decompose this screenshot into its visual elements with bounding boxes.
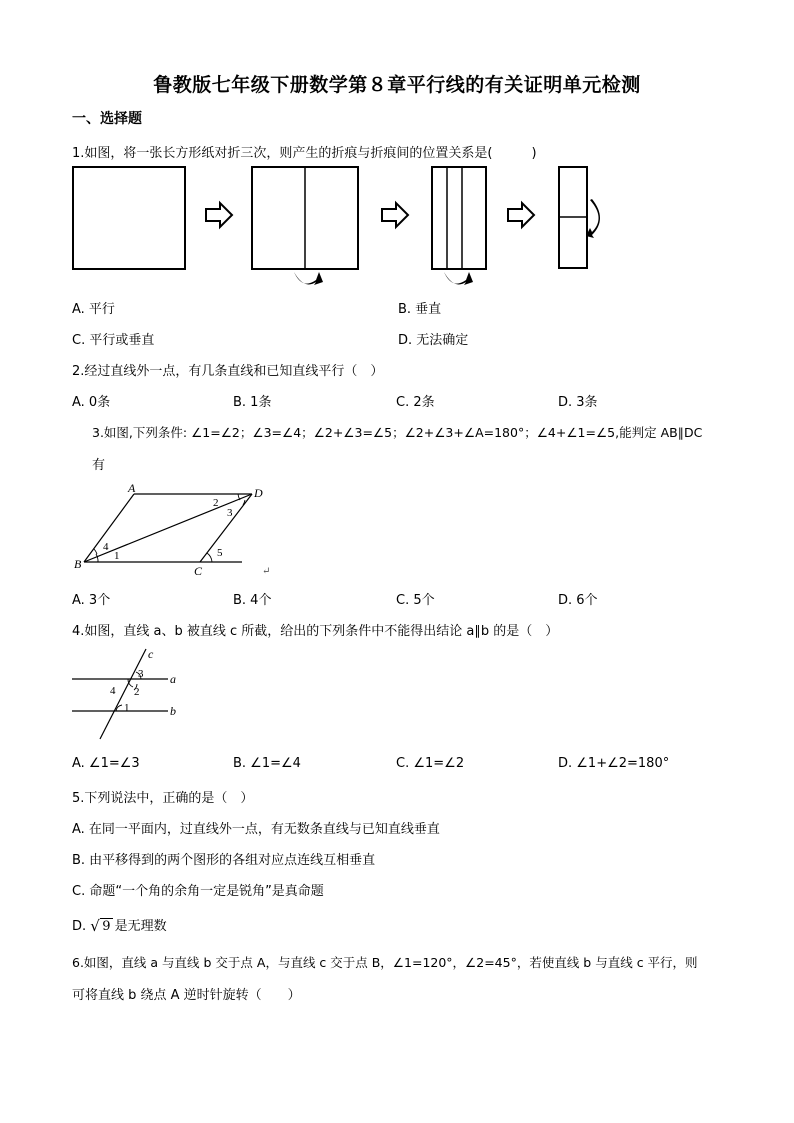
q4-label-angle-3: 3 [138, 668, 144, 680]
q4-option-c[interactable]: C. ∠1=∠2 [396, 756, 465, 771]
q3-option-d[interactable]: D. 6个 [558, 593, 598, 608]
q1-option-d[interactable]: D. 无法确定 [398, 333, 469, 348]
q3-option-c[interactable]: C. 5个 [396, 593, 435, 608]
fold-curl-icon-3 [444, 272, 473, 285]
q2-option-c[interactable]: C. 2条 [396, 395, 435, 410]
q3-label-angle-1: 1 [114, 550, 120, 562]
q1-option-a[interactable]: A. 平行 [72, 302, 115, 317]
q4-label-c: c [148, 647, 154, 661]
q4-label-angle-4: 4 [110, 685, 116, 697]
q3-return-mark: ↵ [262, 566, 271, 577]
q4-option-b[interactable]: B. ∠1=∠4 [233, 756, 301, 771]
q5-option-d[interactable] [72, 915, 167, 934]
arrow-icon-3 [508, 203, 534, 227]
document-title: 鲁教版七年级下册数学第８章平行线的有关证明单元检测 [153, 74, 641, 96]
q4-option-d[interactable]: D. ∠1+∠2=180° [558, 756, 670, 771]
q3-label-angle-4: 4 [103, 541, 109, 553]
q1-option-c[interactable]: C. 平行或垂直 [72, 333, 155, 348]
q3-label-d: D [254, 486, 263, 500]
q4-label-angle-2: 2 [134, 686, 140, 698]
q3-angle-arc-4 [94, 549, 97, 554]
q3-angle-arc-1 [96, 554, 98, 562]
arrow-icon-2 [382, 203, 408, 227]
q5-stem: 5.下列说法中，正确的是（ ） [72, 791, 254, 806]
q3-angle-arc-5 [207, 553, 212, 562]
q2-option-b[interactable]: B. 1条 [233, 395, 272, 410]
q3-label-a: A [128, 481, 136, 495]
q1-folding-figure [60, 160, 620, 295]
fold-curl-icon-2 [294, 272, 323, 285]
q4-label-angle-1: 1 [124, 702, 130, 714]
q4-stem: 4.如图，直线 a、b 被直线 c 所截，给出的下列条件中不能得出结论 a∥b 的是（ ） [72, 624, 559, 639]
q5-option-d-radicand: 9 [102, 919, 111, 934]
q3-label-b: B [74, 557, 82, 571]
q5-option-a[interactable]: A. 在同一平面内，过直线外一点，有无数条直线与已知直线垂直 [72, 822, 440, 837]
q5-option-c[interactable]: C. 命题“一个角的余角一定是锐角”是真命题 [72, 884, 324, 899]
sqrt-symbol: √ 9 [90, 917, 111, 935]
section-heading: 一、选择题 [72, 111, 142, 127]
q4-label-a: a [170, 672, 176, 686]
q3-stem-line1: 3.如图,下列条件: ∠1=∠2；∠3=∠4；∠2+∠3=∠5；∠2+∠3+∠A=180°；∠4+∠1=∠5,能判定 AB∥DC [92, 425, 703, 440]
q2-option-a[interactable]: A. 0条 [72, 395, 111, 410]
q3-label-c: C [194, 564, 203, 578]
q3-label-angle-3: 3 [227, 507, 233, 519]
q2-option-d[interactable]: D. 3条 [558, 395, 598, 410]
q4-option-a[interactable]: A. ∠1=∠3 [72, 756, 140, 771]
q1-stem: 1.如图，将一张长方形纸对折三次，则产生的折痕与折痕间的位置关系是( ) [72, 146, 537, 161]
q3-label-angle-2: 2 [213, 497, 219, 509]
q3-option-b[interactable]: B. 4个 [233, 593, 272, 608]
q4-transversal-figure [72, 645, 192, 743]
q2-stem: 2.经过直线外一点，有几条直线和已知直线平行（ ） [72, 364, 384, 379]
fold-curl-icon-4 [586, 199, 600, 238]
q6-stem-line2: 可将直线 b 绕点 A 逆时针旋转（ ） [72, 988, 301, 1003]
q1-option-b[interactable]: B. 垂直 [398, 302, 442, 317]
paper-rect-3 [432, 167, 486, 269]
q6-stem-line1: 6.如图，直线 a 与直线 b 交于点 A，与直线 c 交于点 B，∠1=120°，∠2=45°，若使直线 b 与直线 c 平行，则 [72, 955, 698, 970]
q3-label-angle-5: 5 [217, 547, 223, 559]
q5-option-b[interactable]: B. 由平移得到的两个图形的各组对应点连线互相垂直 [72, 853, 376, 868]
paper-rect-1 [73, 167, 185, 269]
q4-label-b: b [170, 704, 176, 718]
q5-option-d-text: 是无理数 [114, 919, 167, 934]
q5-option-d-prefix: D. [72, 919, 87, 934]
q3-parallelogram-figure [72, 478, 282, 578]
q3-stem-line2: 有 [92, 458, 106, 473]
arrow-icon-1 [206, 203, 232, 227]
q3-option-a[interactable]: A. 3个 [72, 593, 111, 608]
